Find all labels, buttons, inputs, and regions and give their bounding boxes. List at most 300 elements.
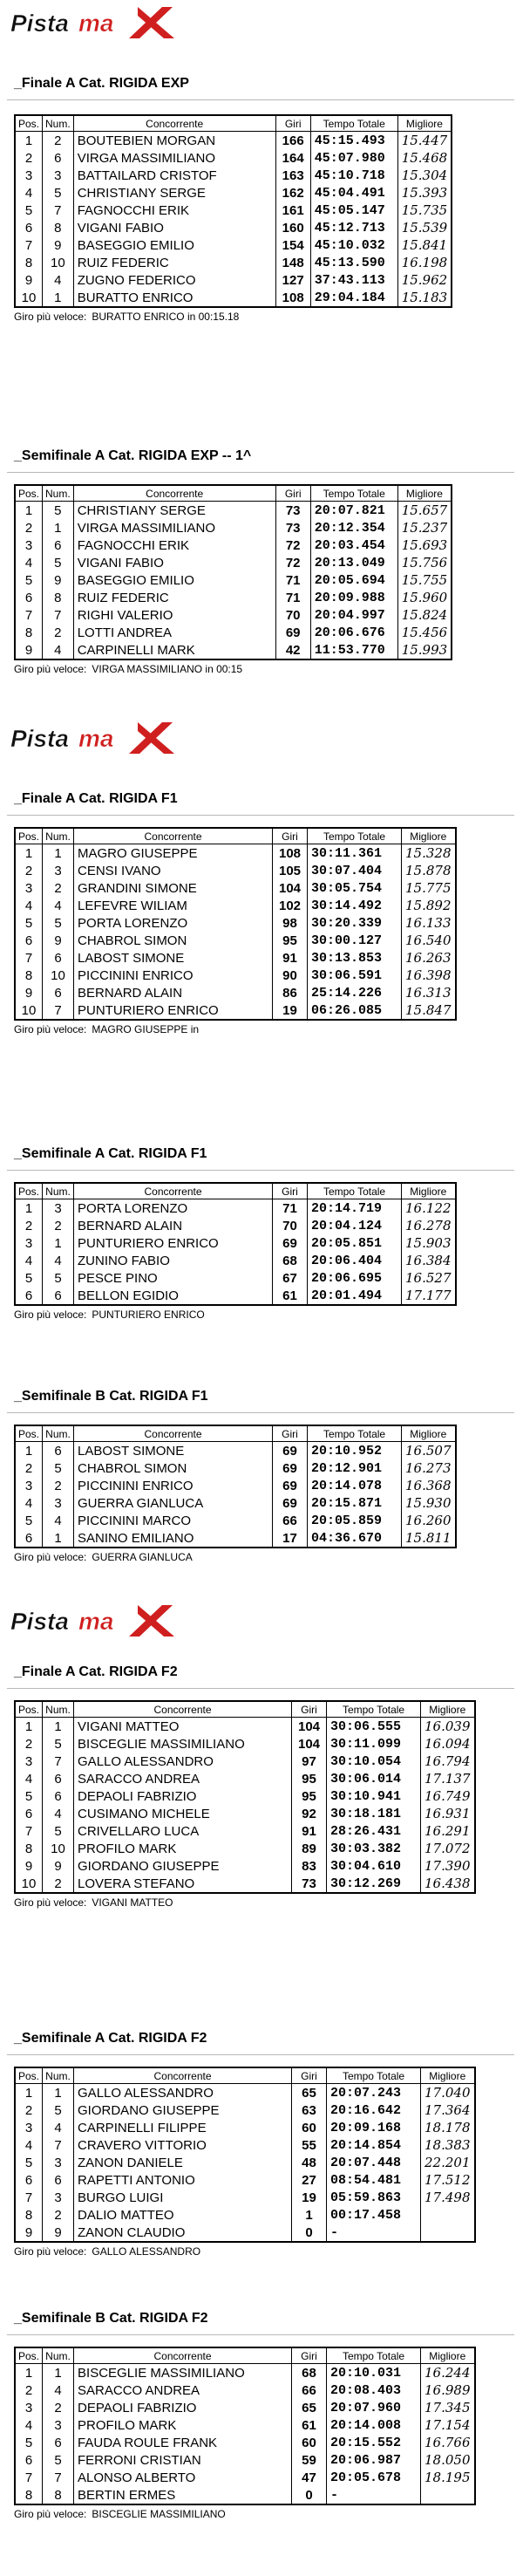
- table-row: [15, 624, 452, 641]
- total-time-cell: 20:01.494: [308, 1287, 402, 1305]
- number-cell: 6: [43, 149, 74, 167]
- laps-cell: 19: [292, 2189, 327, 2206]
- position-cell: 9: [15, 271, 43, 289]
- total-time-cell: 30:10.941: [327, 1787, 421, 1805]
- best-lap-cell: 15.930: [402, 1494, 456, 1512]
- table-row: [15, 2136, 475, 2154]
- laps-cell: 27: [292, 2171, 327, 2189]
- svg-text:Pista: Pista: [10, 1608, 69, 1635]
- position-cell: 5: [15, 1512, 43, 1529]
- driver-name-cell: BASEGGIO EMILIO: [73, 236, 275, 254]
- race-title: _Finale A Cat. RIGIDA F1: [14, 791, 178, 806]
- table-row: [15, 967, 456, 984]
- driver-name-cell: GUERRA GIANLUCA: [74, 1494, 273, 1512]
- total-time-cell: 30:03.382: [327, 1840, 421, 1857]
- best-lap-cell: 17.177: [402, 1287, 456, 1305]
- position-cell: 1: [15, 1199, 43, 1218]
- total-time-cell: 20:07.821: [310, 502, 397, 520]
- table-row: [15, 132, 452, 150]
- position-cell: 9: [15, 984, 43, 1001]
- number-cell: 4: [43, 897, 74, 914]
- best-lap-cell: 15.756: [397, 554, 452, 571]
- total-time-cell: 45:12.713: [310, 219, 397, 236]
- fastest-lap-note: [14, 311, 514, 325]
- table-row: [15, 2451, 475, 2469]
- column-header-total: Tempo Totale: [308, 1425, 402, 1442]
- table-row: [15, 2469, 475, 2486]
- best-lap-cell: 16.398: [402, 967, 456, 984]
- best-lap-cell: 15.755: [397, 571, 452, 589]
- best-lap-cell: 17.040: [421, 2084, 475, 2102]
- number-cell: 5: [43, 184, 74, 202]
- section-divider: [7, 99, 514, 100]
- table-row: [15, 1459, 456, 1477]
- total-time-cell: 20:09.168: [327, 2119, 421, 2136]
- laps-cell: 73: [275, 502, 310, 520]
- number-cell: 8: [43, 2486, 74, 2504]
- best-lap-cell: 15.993: [397, 641, 452, 659]
- table-row: [15, 641, 452, 659]
- best-lap-cell: 15.892: [402, 897, 456, 914]
- number-cell: 4: [43, 2381, 74, 2399]
- driver-name-cell: BISCEGLIE MASSIMILIANO: [74, 1735, 292, 1753]
- laps-cell: 73: [275, 519, 310, 536]
- position-cell: 7: [15, 236, 43, 254]
- best-lap-cell: 15.847: [402, 1001, 456, 1020]
- column-header-name: Concorrente: [74, 828, 273, 844]
- driver-name-cell: ZANON CLAUDIO: [74, 2224, 292, 2242]
- best-lap-cell: 18.195: [421, 2469, 475, 2486]
- total-time-cell: 20:12.354: [310, 519, 397, 536]
- race-title: _Semifinale A Cat. RIGIDA EXP -- 1^: [14, 448, 252, 463]
- race-section: [14, 1663, 514, 1910]
- column-header-laps: Giri: [273, 1425, 308, 1442]
- table-row: [15, 2486, 475, 2504]
- svg-text:ma: ma: [78, 1608, 114, 1635]
- column-header-total: Tempo Totale: [327, 2067, 421, 2084]
- total-time-cell: 30:06.591: [308, 967, 402, 984]
- total-time-cell: 30:18.181: [327, 1805, 421, 1822]
- total-time-cell: 00:17.458: [327, 2206, 421, 2224]
- driver-name-cell: CHABROL SIMON: [74, 932, 273, 949]
- best-lap-cell: 15.468: [397, 149, 452, 167]
- position-cell: 5: [15, 2154, 43, 2171]
- driver-name-cell: CUSIMANO MICHELE: [74, 1805, 292, 1822]
- laps-cell: 102: [273, 897, 308, 914]
- table-row: [15, 1787, 475, 1805]
- driver-name-cell: RAPETTI ANTONIO: [74, 2171, 292, 2189]
- laps-cell: 17: [273, 1529, 308, 1548]
- position-cell: 3: [15, 879, 43, 897]
- number-cell: 1: [43, 1529, 74, 1548]
- total-time-cell: 20:05.694: [310, 571, 397, 589]
- column-header-total: Tempo Totale: [310, 485, 397, 502]
- driver-name-cell: RUIZ FEDERIC: [73, 589, 275, 606]
- table-row: [15, 589, 452, 606]
- position-cell: 8: [15, 2486, 43, 2504]
- driver-name-cell: RIGHI VALERIO: [73, 606, 275, 624]
- position-cell: 4: [15, 554, 43, 571]
- number-cell: 3: [43, 167, 74, 184]
- column-header-num: Num.: [43, 485, 74, 502]
- best-lap-cell: 16.794: [421, 1753, 475, 1770]
- position-cell: 6: [15, 932, 43, 949]
- total-time-cell: 30:06.014: [327, 1770, 421, 1787]
- driver-name-cell: VIGANI FABIO: [73, 554, 275, 571]
- table-row: [15, 571, 452, 589]
- fastest-lap-note: [14, 1023, 514, 1037]
- number-cell: 6: [43, 536, 74, 554]
- table-row: [15, 1494, 456, 1512]
- position-cell: 10: [15, 1875, 43, 1893]
- driver-name-cell: GALLO ALESSANDRO: [74, 1753, 292, 1770]
- driver-name-cell: PORTA LORENZO: [74, 914, 273, 932]
- number-cell: 2: [43, 1477, 74, 1494]
- driver-name-cell: PESCE PINO: [74, 1269, 273, 1287]
- column-header-pos: Pos.: [15, 1183, 43, 1199]
- column-header-laps: Giri: [292, 2347, 327, 2364]
- best-lap-cell: 15.328: [402, 844, 456, 863]
- table-header-row: [15, 2067, 475, 2084]
- position-cell: 2: [15, 2101, 43, 2119]
- laps-cell: 48: [292, 2154, 327, 2171]
- number-cell: 6: [43, 949, 74, 967]
- best-lap-cell: 16.384: [402, 1252, 456, 1269]
- driver-name-cell: PICCININI ENRICO: [74, 1477, 273, 1494]
- driver-name-cell: ZANON DANIELE: [74, 2154, 292, 2171]
- fastest-lap-note: [14, 663, 514, 677]
- race-section: [14, 447, 514, 677]
- column-header-total: Tempo Totale: [310, 115, 397, 132]
- results-table: [14, 1425, 457, 1548]
- number-cell: 5: [43, 1735, 74, 1753]
- race-title: _Semifinale B Cat. RIGIDA F2: [14, 2311, 208, 2326]
- table-row: [15, 1269, 456, 1287]
- total-time-cell: 20:12.901: [308, 1459, 402, 1477]
- laps-cell: 70: [273, 1217, 308, 1234]
- fastest-lap-value: VIRGA MASSIMILIANO in 00:15: [92, 663, 243, 675]
- results-table: [14, 484, 452, 660]
- column-header-best: Migliore: [402, 1183, 456, 1199]
- position-cell: 9: [15, 641, 43, 659]
- number-cell: 5: [43, 502, 74, 520]
- section-divider: [7, 1688, 514, 1689]
- laps-cell: 160: [275, 219, 310, 236]
- column-header-laps: Giri: [275, 485, 310, 502]
- laps-cell: 66: [273, 1512, 308, 1529]
- fastest-lap-label: Giro più veloce:: [14, 1023, 87, 1035]
- driver-name-cell: CHRISTIANY SERGE: [73, 502, 275, 520]
- position-cell: 2: [15, 1735, 43, 1753]
- table-row: [15, 862, 456, 879]
- position-cell: 2: [15, 862, 43, 879]
- driver-name-cell: MAGRO GIUSEPPE: [74, 844, 273, 863]
- number-cell: 9: [43, 236, 74, 254]
- driver-name-cell: BERTIN ERMES: [74, 2486, 292, 2504]
- number-cell: 1: [43, 1718, 74, 1736]
- laps-cell: 71: [273, 1199, 308, 1218]
- number-cell: 10: [43, 967, 74, 984]
- number-cell: 5: [43, 2101, 74, 2119]
- best-lap-cell: 17.072: [421, 1840, 475, 1857]
- laps-cell: 65: [292, 2399, 327, 2416]
- best-lap-cell: 16.244: [421, 2364, 475, 2382]
- laps-cell: 69: [273, 1459, 308, 1477]
- position-cell: 4: [15, 184, 43, 202]
- table-row: [15, 184, 452, 202]
- total-time-cell: 08:54.481: [327, 2171, 421, 2189]
- total-time-cell: 20:10.952: [308, 1442, 402, 1460]
- driver-name-cell: FAUDA ROULE FRANK: [74, 2434, 292, 2451]
- driver-name-cell: LOVERA STEFANO: [74, 1875, 292, 1893]
- column-header-best: Migliore: [402, 828, 456, 844]
- total-time-cell: 30:12.269: [327, 1875, 421, 1893]
- section-divider: [7, 472, 514, 473]
- driver-name-cell: SANINO EMILIANO: [74, 1529, 273, 1548]
- best-lap-cell: 16.260: [402, 1512, 456, 1529]
- total-time-cell: 30:13.853: [308, 949, 402, 967]
- total-time-cell: 20:05.851: [308, 1234, 402, 1252]
- position-cell: 6: [15, 1805, 43, 1822]
- column-header-best: Migliore: [421, 1701, 475, 1718]
- laps-cell: 69: [273, 1477, 308, 1494]
- table-row: [15, 2399, 475, 2416]
- table-row: [15, 1875, 475, 1893]
- number-cell: 10: [43, 1840, 74, 1857]
- laps-cell: 95: [292, 1770, 327, 1787]
- table-row: [15, 1512, 456, 1529]
- laps-cell: 68: [273, 1252, 308, 1269]
- best-lap-cell: 16.278: [402, 1217, 456, 1234]
- table-row: [15, 2084, 475, 2102]
- best-lap-cell: 16.094: [421, 1735, 475, 1753]
- driver-name-cell: BURGO LUIGI: [74, 2189, 292, 2206]
- number-cell: 4: [43, 271, 74, 289]
- column-header-pos: Pos.: [15, 2067, 43, 2084]
- pistamax-logo: [7, 5, 178, 40]
- number-cell: 6: [43, 2434, 74, 2451]
- number-cell: 2: [43, 624, 74, 641]
- position-cell: 4: [15, 2136, 43, 2154]
- best-lap-cell: 22.201: [421, 2154, 475, 2171]
- position-cell: 10: [15, 289, 43, 307]
- number-cell: 7: [43, 2136, 74, 2154]
- driver-name-cell: ZUNINO FABIO: [74, 1252, 273, 1269]
- position-cell: 1: [15, 2364, 43, 2382]
- laps-cell: 42: [275, 641, 310, 659]
- position-cell: 7: [15, 606, 43, 624]
- column-header-name: Concorrente: [74, 1425, 273, 1442]
- driver-name-cell: ZUGNO FEDERICO: [73, 271, 275, 289]
- driver-name-cell: PUNTURIERO ENRICO: [74, 1234, 273, 1252]
- table-row: [15, 271, 452, 289]
- total-time-cell: 20:14.078: [308, 1477, 402, 1494]
- table-row: [15, 219, 452, 236]
- driver-name-cell: GRANDINI SIMONE: [74, 879, 273, 897]
- best-lap-cell: 15.962: [397, 271, 452, 289]
- table-row: [15, 2434, 475, 2451]
- total-time-cell: 37:43.113: [310, 271, 397, 289]
- table-row: [15, 984, 456, 1001]
- table-row: [15, 897, 456, 914]
- number-cell: 4: [43, 1252, 74, 1269]
- column-header-best: Migliore: [397, 485, 452, 502]
- laps-cell: 163: [275, 167, 310, 184]
- position-cell: 8: [15, 967, 43, 984]
- number-cell: 6: [43, 1287, 74, 1305]
- table-row: [15, 236, 452, 254]
- table-row: [15, 1477, 456, 1494]
- number-cell: 7: [43, 202, 74, 219]
- column-header-laps: Giri: [273, 1183, 308, 1199]
- fastest-lap-label: Giro più veloce:: [14, 2508, 87, 2520]
- table-row: [15, 2206, 475, 2224]
- position-cell: 5: [15, 202, 43, 219]
- number-cell: 8: [43, 219, 74, 236]
- laps-cell: 47: [292, 2469, 327, 2486]
- number-cell: 6: [43, 1770, 74, 1787]
- race-title: _Finale A Cat. RIGIDA EXP: [14, 76, 189, 91]
- best-lap-cell: 16.527: [402, 1269, 456, 1287]
- number-cell: 2: [43, 2399, 74, 2416]
- driver-name-cell: VIRGA MASSIMILIANO: [73, 149, 275, 167]
- column-header-laps: Giri: [273, 828, 308, 844]
- driver-name-cell: VIRGA MASSIMILIANO: [73, 519, 275, 536]
- position-cell: 7: [15, 2189, 43, 2206]
- table-row: [15, 1805, 475, 1822]
- driver-name-cell: DALIO MATTEO: [74, 2206, 292, 2224]
- total-time-cell: 45:04.491: [310, 184, 397, 202]
- best-lap-cell: 15.304: [397, 167, 452, 184]
- position-cell: 6: [15, 2171, 43, 2189]
- laps-cell: 61: [292, 2416, 327, 2434]
- position-cell: 3: [15, 1753, 43, 1770]
- position-cell: 3: [15, 2399, 43, 2416]
- best-lap-cell: [421, 2486, 475, 2504]
- laps-cell: 148: [275, 254, 310, 271]
- table-row: [15, 1234, 456, 1252]
- position-cell: 4: [15, 1770, 43, 1787]
- total-time-cell: 30:07.404: [308, 862, 402, 879]
- total-time-cell: 30:20.339: [308, 914, 402, 932]
- table-row: [15, 167, 452, 184]
- number-cell: 3: [43, 2189, 74, 2206]
- number-cell: 3: [43, 862, 74, 879]
- total-time-cell: 30:14.492: [308, 897, 402, 914]
- laps-cell: 95: [292, 1787, 327, 1805]
- driver-name-cell: GIORDANO GIUSEPPE: [74, 1857, 292, 1875]
- position-cell: 5: [15, 2434, 43, 2451]
- section-divider: [7, 815, 514, 816]
- number-cell: 5: [43, 554, 74, 571]
- best-lap-cell: 15.447: [397, 132, 452, 150]
- driver-name-cell: LOTTI ANDREA: [73, 624, 275, 641]
- best-lap-cell: 17.390: [421, 1857, 475, 1875]
- position-cell: 6: [15, 1529, 43, 1548]
- laps-cell: 0: [292, 2224, 327, 2242]
- laps-cell: 95: [273, 932, 308, 949]
- best-lap-cell: 15.393: [397, 184, 452, 202]
- best-lap-cell: 15.775: [402, 879, 456, 897]
- table-row: [15, 879, 456, 897]
- driver-name-cell: PROFILO MARK: [74, 2416, 292, 2434]
- column-header-name: Concorrente: [73, 115, 275, 132]
- table-row: [15, 2189, 475, 2206]
- table-row: [15, 1840, 475, 1857]
- race-section: [14, 789, 514, 1037]
- table-header-row: [15, 1425, 456, 1442]
- number-cell: 5: [43, 1459, 74, 1477]
- best-lap-cell: 16.507: [402, 1442, 456, 1460]
- fastest-lap-value: PUNTURIERO ENRICO: [92, 1308, 205, 1321]
- best-lap-cell: 17.512: [421, 2171, 475, 2189]
- laps-cell: 104: [292, 1735, 327, 1753]
- laps-cell: 67: [273, 1269, 308, 1287]
- section-divider: [7, 1170, 514, 1171]
- column-header-pos: Pos.: [15, 1701, 43, 1718]
- column-header-num: Num.: [43, 2067, 74, 2084]
- table-row: [15, 254, 452, 271]
- total-time-cell: 45:15.493: [310, 132, 397, 150]
- best-lap-cell: 15.960: [397, 589, 452, 606]
- table-row: [15, 914, 456, 932]
- fastest-lap-label: Giro più veloce:: [14, 663, 87, 675]
- total-time-cell: 20:07.448: [327, 2154, 421, 2171]
- race-title: _Finale A Cat. RIGIDA F2: [14, 1664, 178, 1679]
- svg-text:ma: ma: [78, 725, 114, 752]
- table-row: [15, 1718, 475, 1736]
- svg-text:ma: ma: [78, 10, 114, 37]
- total-time-cell: 20:06.695: [308, 1269, 402, 1287]
- laps-cell: 69: [275, 624, 310, 641]
- fastest-lap-value: GALLO ALESSANDRO: [92, 2245, 201, 2258]
- driver-name-cell: BELLON EGIDIO: [74, 1287, 273, 1305]
- total-time-cell: 11:53.770: [310, 641, 397, 659]
- position-cell: 1: [15, 844, 43, 863]
- best-lap-cell: 17.137: [421, 1770, 475, 1787]
- laps-cell: 161: [275, 202, 310, 219]
- total-time-cell: 28:26.431: [327, 1822, 421, 1840]
- fastest-lap-note: [14, 1896, 514, 1910]
- position-cell: 9: [15, 1857, 43, 1875]
- laps-cell: 162: [275, 184, 310, 202]
- number-cell: 10: [43, 254, 74, 271]
- number-cell: 1: [43, 1234, 74, 1252]
- column-header-pos: Pos.: [15, 828, 43, 844]
- column-header-best: Migliore: [402, 1425, 456, 1442]
- best-lap-cell: 16.133: [402, 914, 456, 932]
- total-time-cell: 06:26.085: [308, 1001, 402, 1020]
- best-lap-cell: 16.368: [402, 1477, 456, 1494]
- total-time-cell: 20:16.642: [327, 2101, 421, 2119]
- position-cell: 3: [15, 1234, 43, 1252]
- total-time-cell: 20:04.124: [308, 1217, 402, 1234]
- driver-name-cell: SARACCO ANDREA: [74, 1770, 292, 1787]
- best-lap-cell: 17.345: [421, 2399, 475, 2416]
- position-cell: 2: [15, 1459, 43, 1477]
- best-lap-cell: 15.735: [397, 202, 452, 219]
- table-row: [15, 2171, 475, 2189]
- laps-cell: 108: [273, 844, 308, 863]
- total-time-cell: 05:59.863: [327, 2189, 421, 2206]
- driver-name-cell: BATTAILARD CRISTOF: [73, 167, 275, 184]
- table-header-row: [15, 485, 452, 502]
- total-time-cell: 20:07.243: [327, 2084, 421, 2102]
- best-lap-cell: 16.749: [421, 1787, 475, 1805]
- total-time-cell: 45:13.590: [310, 254, 397, 271]
- driver-name-cell: GALLO ALESSANDRO: [74, 2084, 292, 2102]
- number-cell: 6: [43, 984, 74, 1001]
